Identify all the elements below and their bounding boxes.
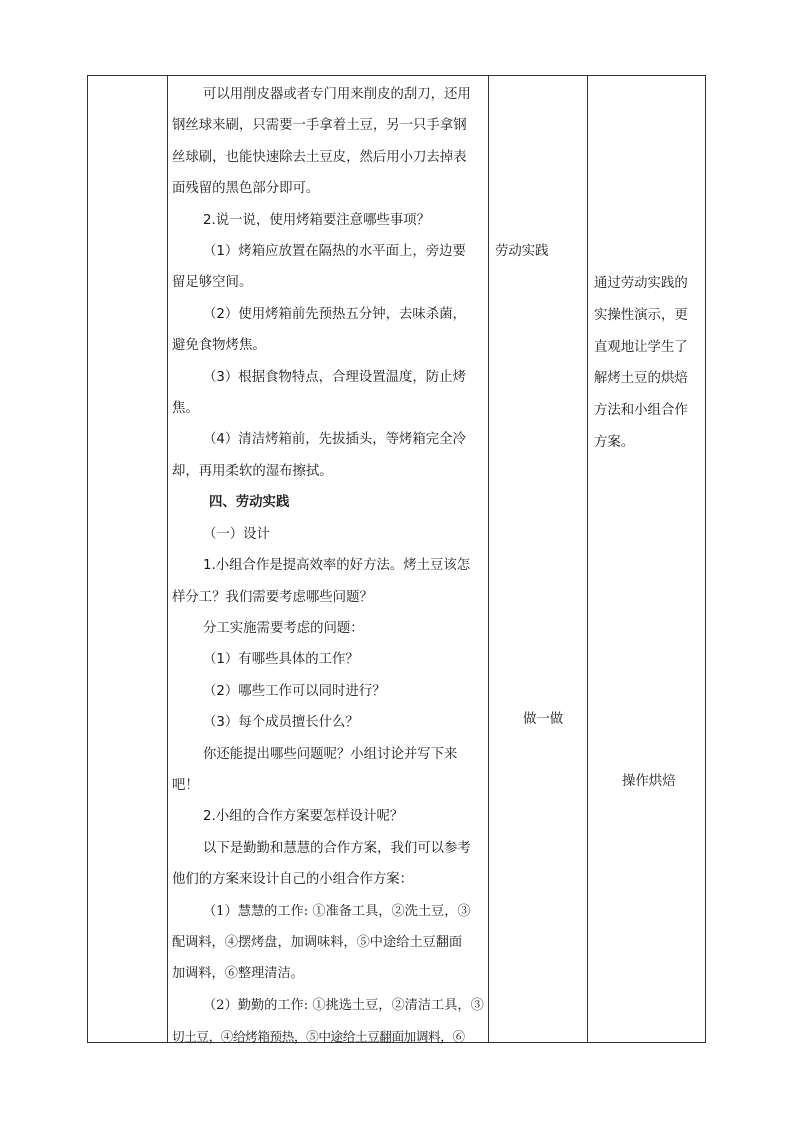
paragraph: 钢丝球来刷，只需要一手拿着土豆，另一只手拿钢 [172, 118, 467, 134]
paragraph: （3）每个成员擅长什么？ [203, 715, 359, 731]
paragraph: （3）根据食物特点，合理设置温度，防止烤 [203, 369, 466, 385]
column-divider [488, 75, 489, 1043]
paragraph: 他们的方案来设计自己的小组合作方案： [172, 872, 414, 888]
paragraph: 留足够空间。 [172, 275, 253, 291]
paragraph: 避免食物烤焦。 [172, 338, 266, 354]
paragraph: 配调料，④摆烤盘，加调味料，⑤中途给土豆翻面 [172, 934, 463, 950]
paragraph: （2）使用烤箱前先预热五分钟，去味杀菌， [203, 306, 466, 322]
paragraph: 却，再用柔软的湿布擦拭。 [172, 463, 333, 479]
activity-label-practice: 劳动实践 [495, 244, 549, 259]
purpose-line: 方案。 [594, 434, 635, 450]
section-heading: 四、劳动实践 [209, 495, 290, 511]
paragraph: 面残留的黑色部分即可。 [172, 181, 320, 197]
column-divider [587, 75, 588, 1043]
activity-label-do: 做一做 [523, 712, 564, 727]
paragraph: （一）设计 [203, 526, 270, 542]
paragraph: 样分工？我们需要考虑哪些问题？ [172, 589, 373, 605]
paragraph: 焦。 [172, 401, 199, 417]
teaching-content-column [172, 79, 484, 1053]
column-divider [167, 75, 168, 1043]
paragraph: 切土豆，④给烤箱预热，⑤中途给土豆翻面加调料，⑥ [172, 1029, 465, 1045]
paragraph: （1）有哪些具体的工作？ [203, 652, 359, 668]
paragraph: 吧！ [172, 777, 199, 793]
paragraph: （1）慧慧的工作: ①准备工具，②洗土豆，③ [203, 903, 471, 919]
paragraph: 分工实施需要考虑的问题： [203, 620, 364, 636]
purpose-line: 解烤土豆的烘焙 [594, 371, 688, 387]
paragraph: 你还能提出哪些问题呢？小组讨论并写下来 [203, 746, 458, 762]
paragraph: （1）烤箱应放置在隔热的水平面上，旁边要 [203, 244, 466, 260]
purpose-line: 直观地让学生了 [594, 339, 688, 355]
paragraph: 以下是勤勤和慧慧的合作方案，我们可以参考 [203, 840, 471, 856]
paragraph: 2.小组的合作方案要怎样设计呢？ [203, 809, 404, 825]
purpose-line: 实操性演示，更 [594, 307, 688, 323]
paragraph: （2）勤勤的工作: ①挑选土豆，②清洁工具，③ [203, 997, 484, 1013]
paragraph: 可以用削皮器或者专门用来削皮的刮刀，还用 [203, 87, 471, 102]
paragraph: （4）清洁烤箱前，先拔插头，等烤箱完全冷 [203, 432, 466, 448]
paragraph: 2.说一说，使用烤箱要注意哪些事项？ [203, 212, 431, 228]
paragraph: 1.小组合作是提高效率的好方法。烤土豆该怎 [203, 558, 471, 574]
purpose-label-bake: 操作烘焙 [622, 774, 676, 789]
purpose-line: 方法和小组合作 [594, 403, 688, 419]
design-intent-column [594, 268, 704, 459]
paragraph: （2）哪些工作可以同时进行？ [203, 683, 386, 699]
purpose-line: 通过劳动实践的 [594, 276, 688, 291]
paragraph: 加调料，⑥整理清洁。 [172, 966, 304, 982]
paragraph: 丝球刷，也能快速除去土豆皮，然后用小刀去掉表 [172, 149, 467, 165]
